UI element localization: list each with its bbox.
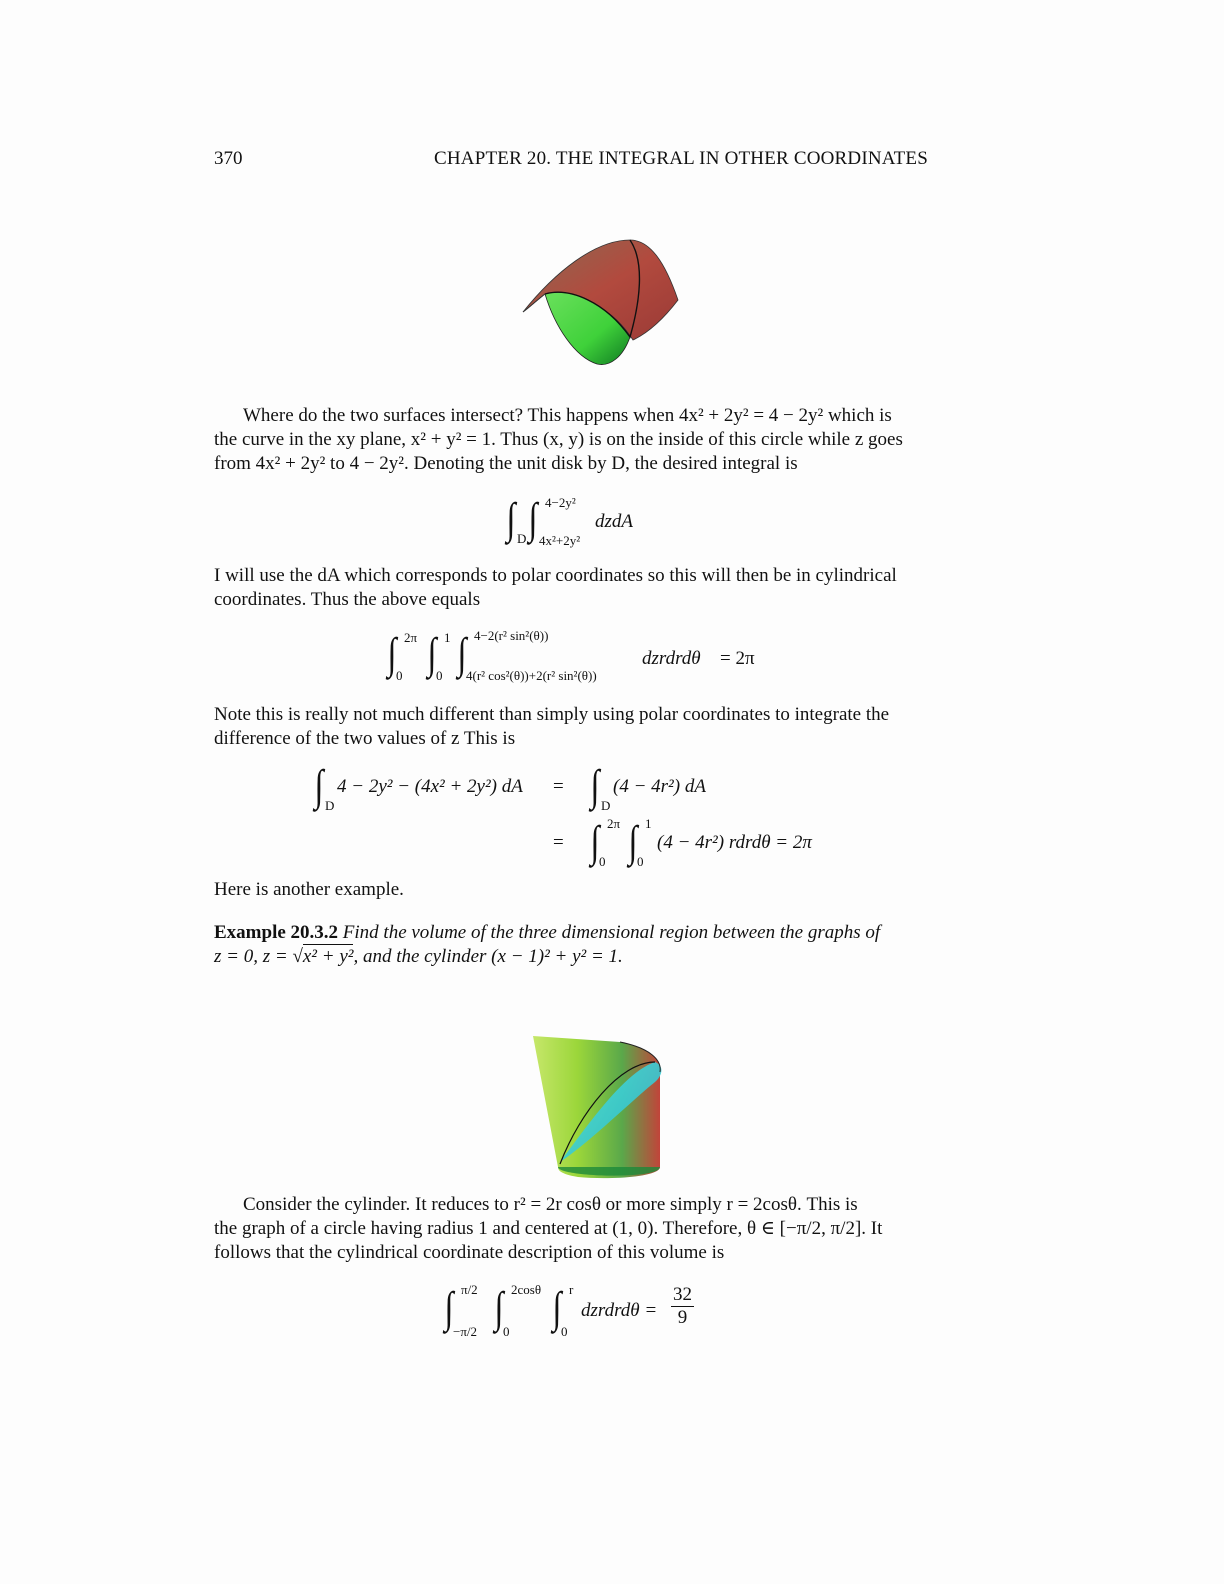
integral-upper-limit: r [569,1282,574,1297]
integral-lower-limit: D [517,531,527,546]
integral-upper-limit: 2π [404,630,418,645]
integral-sign: ∫ [552,1283,562,1332]
integral-sign: ∫ [314,761,324,810]
equation-cylindrical-integral [386,626,786,688]
integral-lower-limit: 4x²+2y² [539,533,581,548]
paragraph-line: Consider the cylinder. It reduces to r² = 2r cosθ or more simply r = 2cosθ. This is [243,1194,858,1215]
integral-lower-limit: 0 [599,854,606,869]
cone-surface [533,1036,660,1178]
integrand: 4 − 2y² − (4x² + 2y²) dA [337,776,523,797]
integral-upper-limit: 4−2(r² sin²(θ)) [474,628,549,643]
integral-lower-limit: D [325,798,335,813]
example-text: z = 0, z = [214,946,293,967]
integral-sign: ∫ [528,494,538,543]
integral-upper-limit: π/2 [461,1282,478,1297]
example-statement [214,921,928,969]
integral-sign: ∫ [590,761,600,810]
example-label: Example 20.3.2 [214,922,339,943]
integral-lower-limit: 0 [637,854,644,869]
paragraph-line: the graph of a circle having radius 1 and centered at (1, 0). Therefore, θ ∈ [−π/2, π/2]. It [214,1218,883,1239]
integral-sign: ∫ [590,817,600,866]
paragraph-another-example [214,878,928,902]
page-header [214,148,928,174]
paragraph-line: Here is another example. [214,879,404,900]
paragraph-line: I will use the dA which corresponds to polar coordinates so this will then be in cylindrical [214,565,897,586]
paragraph-line: from 4x² + 2y² to 4 − 2y². Denoting the unit disk by D, the desired integral is [214,453,798,474]
integral-upper-limit: 2π [607,816,621,831]
equals-sign: = [553,776,564,797]
integral-sign: ∫ [427,629,437,678]
fraction-numerator: 32 [673,1284,692,1305]
integrand: (4 − 4r²) rdrdθ = 2π [657,832,812,853]
integral-sign: ∫ [444,1283,454,1332]
integrand: dzrdrdθ [642,648,701,669]
running-title: CHAPTER 20. THE INTEGRAL IN OTHER COORDINATES [433,148,928,169]
paragraph-line: follows that the cylindrical coordinate description of this volume is [214,1242,725,1263]
paragraph-line: coordinates. Thus the above equals [214,589,481,610]
integrand: dzdA [595,511,633,532]
integral-lower-limit: 0 [396,668,403,683]
integrand: dzrdrdθ = [581,1300,658,1321]
integral-upper-limit: 1 [444,630,451,645]
paragraph-line: difference of the two values of z This is [214,728,516,749]
integral-lower-limit: 0 [561,1324,568,1339]
integrand: (4 − 4r²) dA [613,776,706,797]
paragraph-line: the curve in the xy plane, x² + y² = 1. Thus (x, y) is on the inside of this circle while z goes [214,429,903,450]
saddle-surface-figure [515,232,690,372]
integral-lower-limit: 0 [436,668,443,683]
equation-aligned-polar [313,760,833,870]
integral-sign: ∫ [494,1283,504,1332]
integral-sign: ∫ [457,629,467,678]
sqrt-argument: x² + y² [302,946,354,967]
paragraph-difference [214,703,928,751]
cone-cylinder-figure [530,1032,670,1182]
integral-lower-limit: −π/2 [453,1324,478,1339]
paragraph-cylinder [214,1193,928,1265]
fraction-denominator: 9 [677,1307,688,1328]
integral-sign: ∫ [506,494,516,543]
integral-upper-limit: 1 [645,816,652,831]
paragraph-polar [214,564,928,612]
example-text: , and the cylinder (x − 1)² + y² = 1. [353,946,623,967]
integral-lower-limit: 4(r² cos²(θ))+2(r² sin²(θ)) [466,668,597,683]
sqrt-symbol: √ [292,946,303,967]
paragraph-intersection [214,404,928,476]
fraction-result [671,1284,694,1329]
integral-upper-limit: 2cosθ [511,1282,542,1297]
paragraph-line: Note this is really not much different than simply using polar coordinates to integrate the [214,704,890,725]
integral-upper-limit: 4−2y² [545,495,576,510]
paragraph-line: Where do the two surfaces intersect? This happens when 4x² + 2y² = 4 − 2y² which is [243,405,892,426]
equation-result: = 2π [720,648,755,669]
integral-lower-limit: D [601,798,611,813]
integral-sign: ∫ [387,629,397,678]
integral-sign: ∫ [628,817,638,866]
integral-lower-limit: 0 [503,1324,510,1339]
example-text: Find the volume of the three dimensional region between the graphs of [342,922,881,943]
page-number: 370 [214,148,243,169]
equation-double-integral [505,493,655,553]
equation-volume-integral [443,1280,703,1344]
equals-sign: = [553,832,564,853]
